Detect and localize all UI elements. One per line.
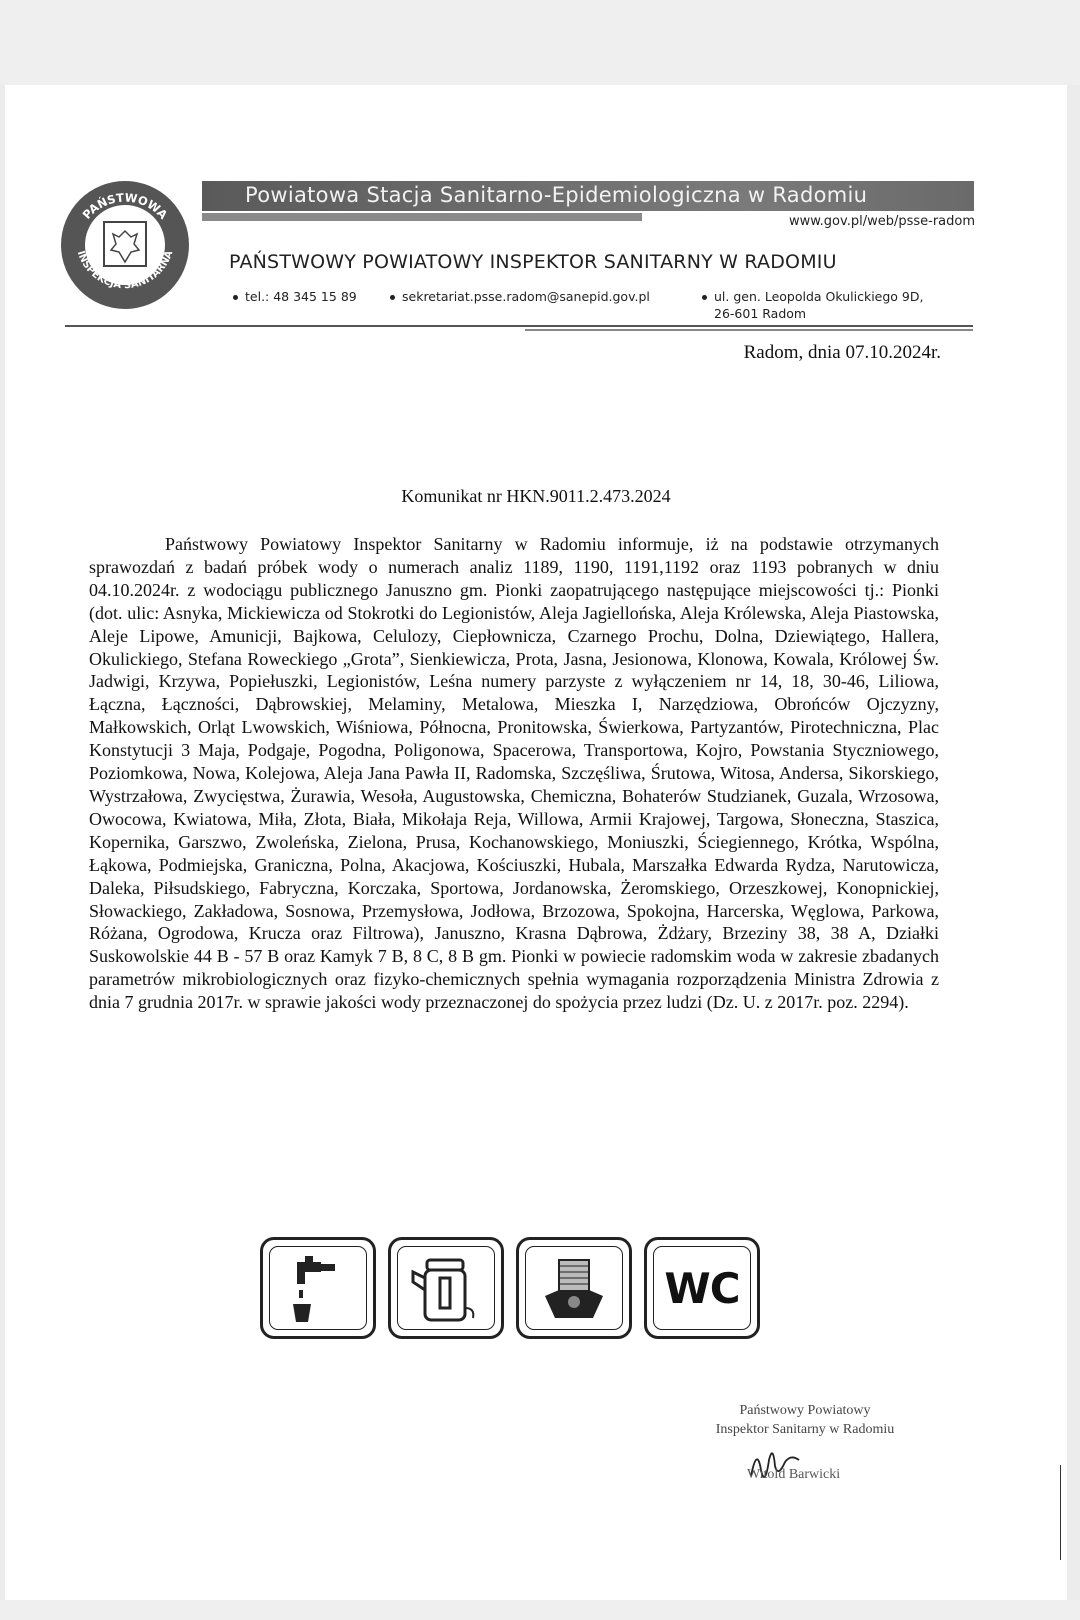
scan-edge-line xyxy=(1060,1465,1061,1560)
contact-email xyxy=(390,288,650,305)
bottom-margin xyxy=(0,1600,1080,1620)
email-link[interactable]: sekretariat.psse.radom@sanepid.gov.pl xyxy=(402,289,650,304)
document-date: Radom, dnia 07.10.2024r. xyxy=(743,342,941,363)
document-page xyxy=(5,85,1067,1600)
logo-text-top: PAŃSTWOWA xyxy=(79,190,171,222)
inspector-title: PAŃSTWOWY POWIATOWY INSPEKTOR SANITARNY W RADOMIU xyxy=(229,251,837,273)
wc-icon xyxy=(644,1237,760,1339)
logo-text-bottom: INSPEKCJA SANITARNA xyxy=(74,249,176,292)
phone-text: tel.: 48 345 15 89 xyxy=(245,289,357,304)
header-divider-secondary xyxy=(525,329,973,331)
address-line-2: 26-601 Radom xyxy=(714,306,807,321)
website-link[interactable]: www.gov.pl/web/psse-radom xyxy=(788,214,975,229)
contact-address xyxy=(702,288,924,322)
address-line-1: ul. gen. Leopolda Okulickiego 9D, xyxy=(714,289,924,304)
header-underbar xyxy=(202,213,642,221)
communique-body: Państwowy Powiatowy Inspektor Sanitarny w Radomiu informuje, iż na podstawie otrzymanych sprawozdań z badań próbek wody o numerach analiz 1189, 1190, 1191,1192 oraz 1193 pobranych w dniu 04.10.2024r. z wodociągu publicznego Januszno gm. Pionki zaopatrującego następujące miejscowości tj.: Pionki (dot. ulic: Asnyka, Mickiewicza od Stokrotki do Legionistów, Aleja Jagiellońska, Aleja Królewska, Aleja Piastowska, Aleje Lipowe, Amunicji, Bajkowa, Celulozy, Ciepłownicza, Czarnego Prochu, Dolna, Dziewiątego, Hallera, Okulickiego, Stefana Roweckiego „Grota”, Sienkiewicza, Prota, Jasna, Jesionowa, Klonowa, Kowala, Królowej Św. Jadwigi, Krzywa, Popiełuszki, Legionistów, Leśna numery parzyste z wyłączeniem nr 14, 18, 30-46, Liliowa, Łączna, Łączności, Dąbrowskiej, Melaminy, Metalowa, Mieszka I, Narzędziowa, Obrońców Ojczyzny, Małkowskich, Orląt Lwowskich, Wiśniowa, Północna, Pronitowska, Świerkowa, Partyzantów, Pirotechniczna, Plac Konstytucji 3 Maja, Podgaje, Pogodna, Poligonowa, Spacerowa, Transportowa, Kojro, Powstania Styczniowego, Poziomkowa, Nowa, Kolejowa, Aleja Jana Pawła II, Radomska, Szczęśliwa, Śrutowa, Witosa, Andersa, Sikorskiego, Wystrzałowa, Zwycięstwa, Żurawia, Wesoła, Augustowska, Chemiczna, Bohaterów Studzianek, Guzala, Wrzosowa, Owocowa, Kwiatowa, Miła, Złota, Biała, Mikołaja Reja, Willowa, Armii Krajowej, Targowa, Słoneczna, Staszica, Kopernika, Garszwo, Zwoleńska, Zielona, Prusa, Kochanowskiego, Moniuszki, Ściegiennego, Krótka, Wspólna, Łąkowa, Podmiejska, Graniczna, Polna, Akacjowa, Kościuszki, Hubala, Marszałka Edwarda Rydza, Narutowicza, Daleka, Piłsudskiego, Fabryczna, Korczaka, Sportowa, Jordanowska, Żeromskiego, Orzeszkowej, Konopnickiej, Słowackiego, Zakładowa, Sosnowa, Przemysłowa, Jodłowa, Brzozowa, Spokojna, Harcerska, Węglowa, Parkowa, Różana, Ogrodowa, Krucza oraz Filtrowa), Januszno, Krasna Dąbrowa, Żdżary, Brzeziny 38, 38 A, Działki Suskowolskie 44 B - 57 B oraz Kamyk 7 B, 8 C, 8 B gm. Pionki w powiecie radomskim woda w zakresie zbadanych parametrów mikrobiologicznych oraz fizyko-chemicznych spełnia wymagania rozporządzenia Ministra Zdrowia z dnia 7 grudnia 2017r. w sprawie jakości wody przeznaczonej do spożycia przez ludzi (Dz. U. z 2017r. poz. 2294). xyxy=(89,534,939,1013)
cooking-icon xyxy=(516,1237,632,1339)
logo-lettering xyxy=(59,179,191,311)
stamp-line-1: Państwowy Powiatowy xyxy=(739,1403,871,1418)
header-divider xyxy=(65,325,973,327)
signature-stamp xyxy=(675,1401,935,1439)
bullet-icon xyxy=(390,295,395,300)
signatory-name: Witold Barwicki xyxy=(747,1467,841,1482)
wc-label: WC xyxy=(664,1264,740,1313)
bullet-icon xyxy=(702,295,707,300)
kettle-icon xyxy=(388,1237,504,1339)
institution-name: Powiatowa Stacja Sanitarno-Epidemiologiczna w Radomiu xyxy=(245,183,868,207)
drinking-water-icon xyxy=(260,1237,376,1339)
bullet-icon xyxy=(233,295,238,300)
communique-title: Komunikat nr HKN.9011.2.473.2024 xyxy=(401,486,671,506)
top-margin xyxy=(0,0,1080,85)
contact-phone xyxy=(233,288,357,305)
stamp-line-2: Inspektor Sanitarny w Radomiu xyxy=(715,1422,895,1437)
